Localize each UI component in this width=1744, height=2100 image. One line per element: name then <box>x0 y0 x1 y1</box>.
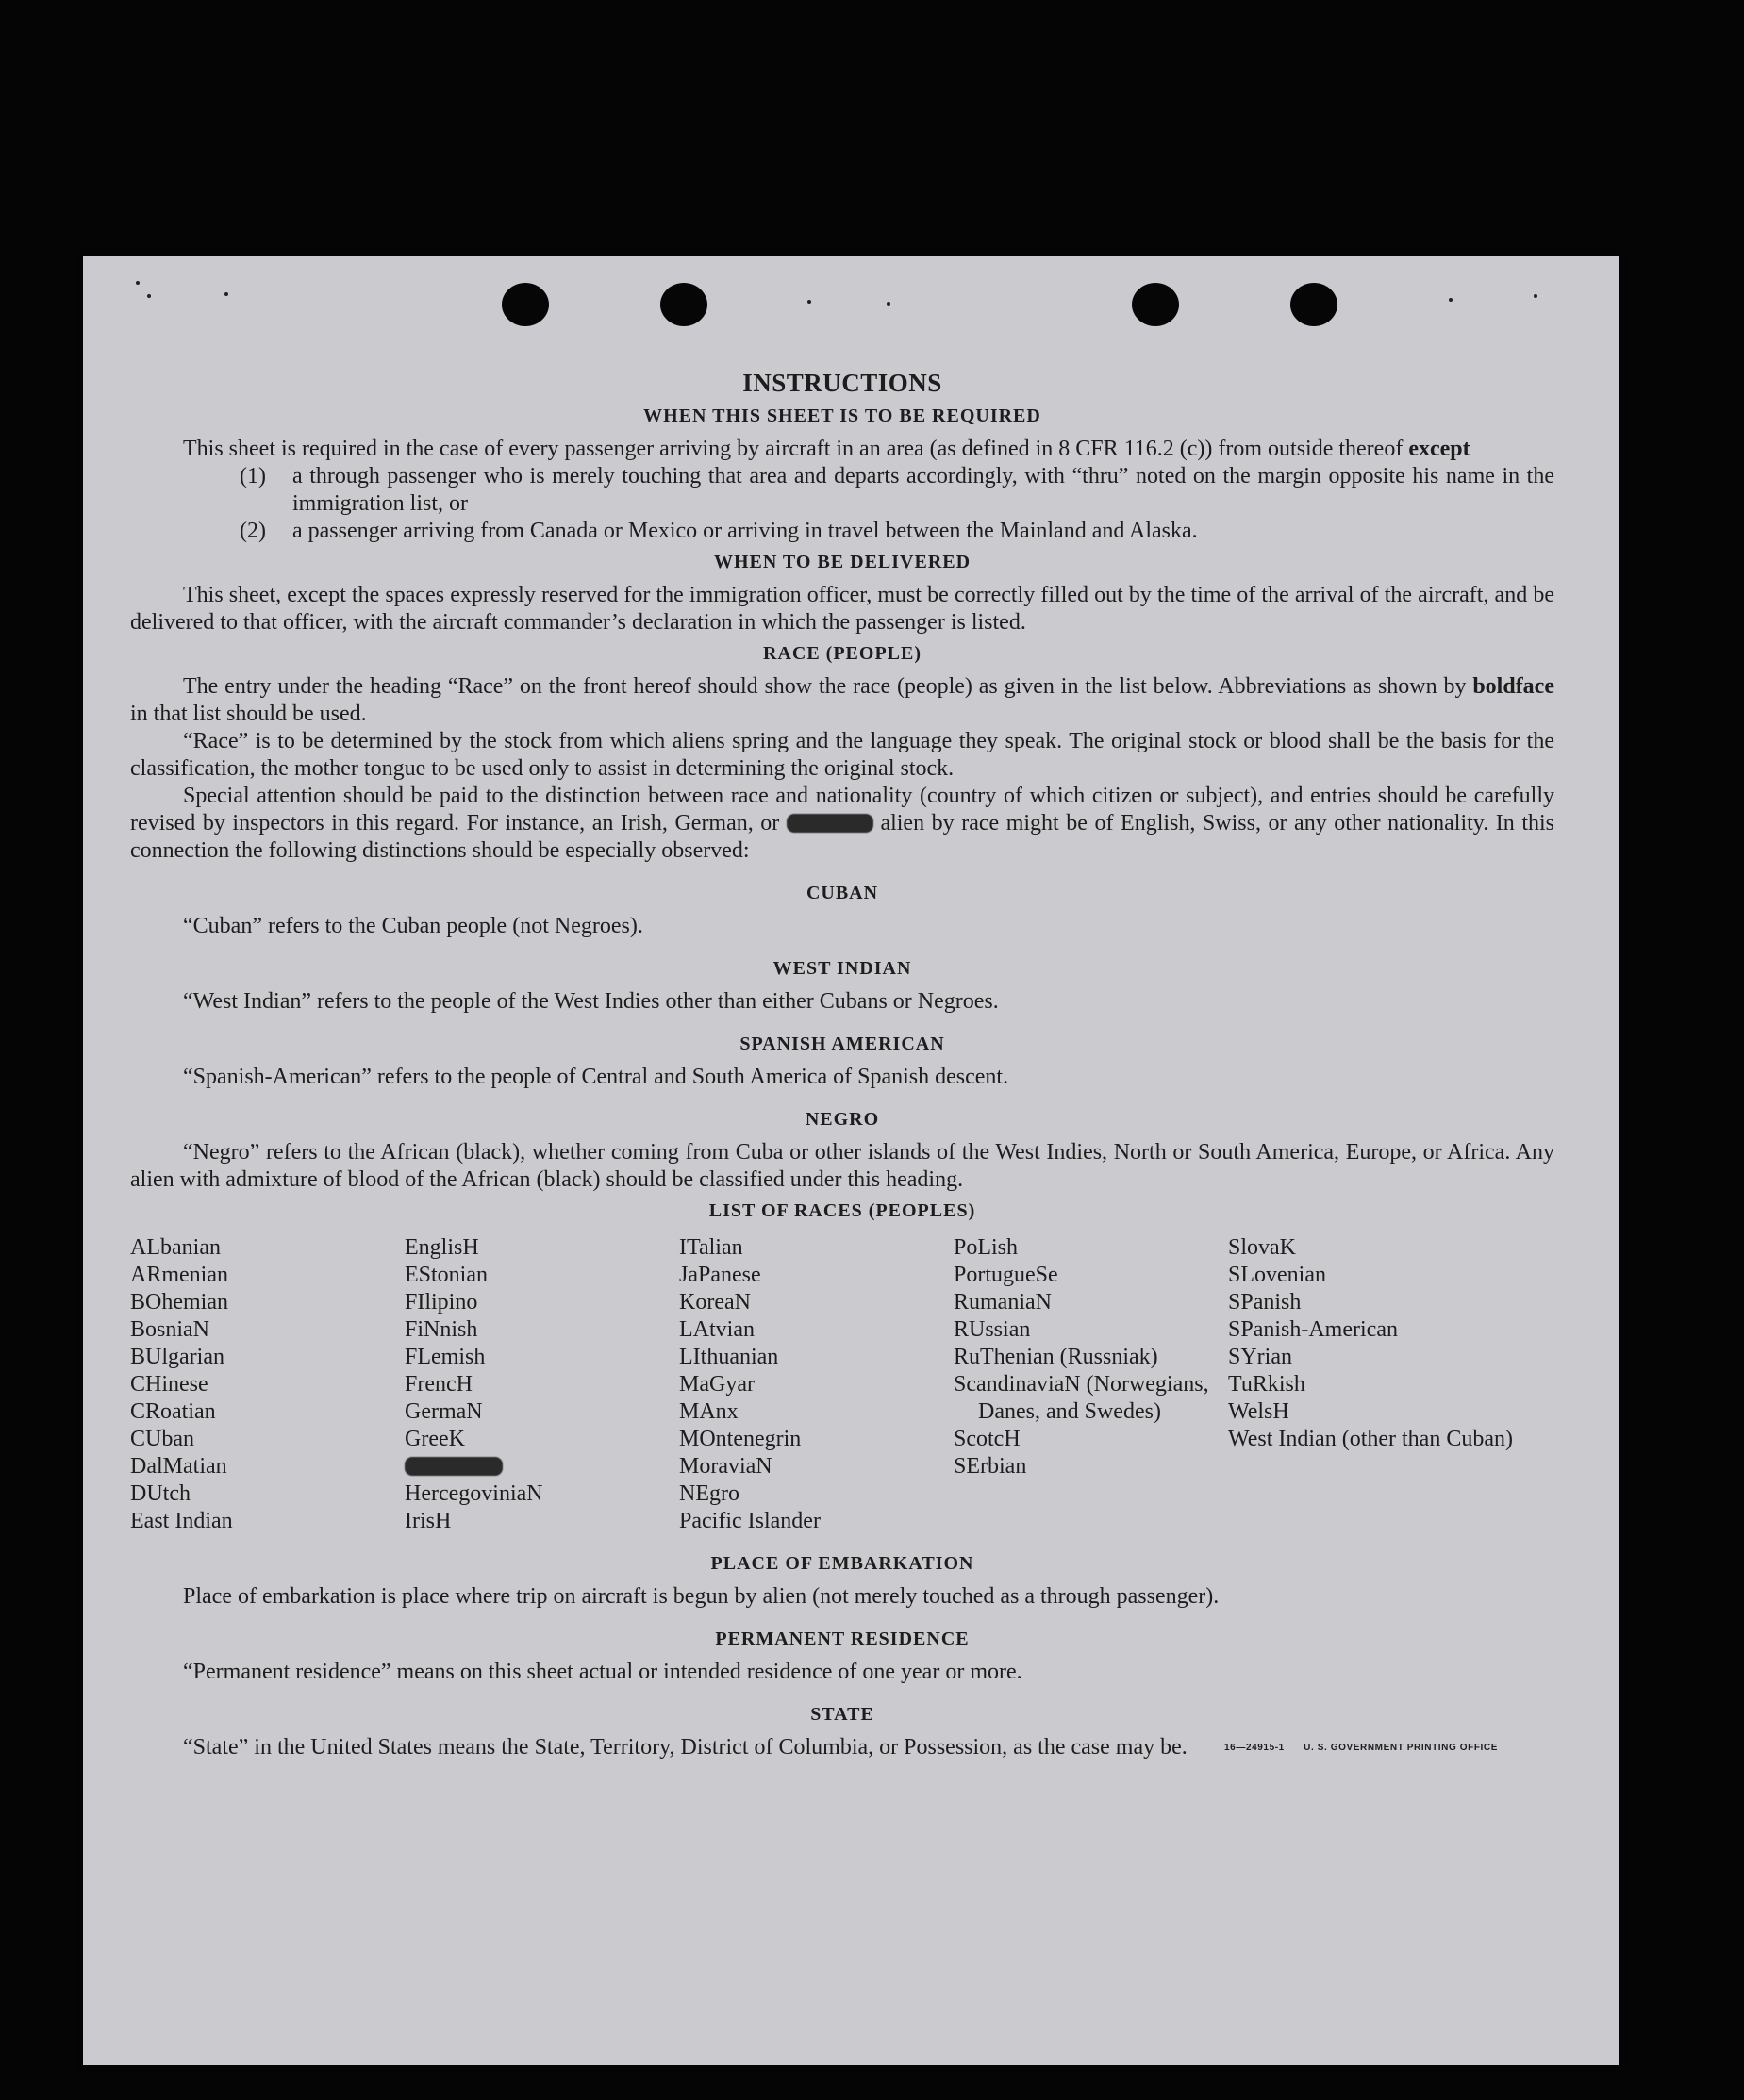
race-entry: FrencH <box>405 1372 473 1397</box>
punch-hole <box>502 283 549 326</box>
race-entry: GreeK <box>405 1427 465 1451</box>
race-entry: BOhemian <box>130 1290 228 1315</box>
paragraph: “Permanent residence” means on this sheet actual or intended residence of one year or more. <box>183 1660 1022 1684</box>
race-entry: FLemish <box>405 1345 486 1369</box>
paragraph: “Negro” refers to the African (black), whether coming from Cuba or other islands of the West Indies, North or South America, Europe, or Africa. Any alien with admixture of blood of the African (black) should be classified under this heading. <box>130 1140 1554 1192</box>
page-title: INSTRUCTIONS <box>742 369 942 397</box>
printer-imprint <box>1224 1734 1498 1761</box>
paper-speck <box>1534 294 1537 298</box>
paragraph: This sheet is required in the case of every passenger arriving by aircraft in an area (as defined in 8 CFR 116.2 (c)) from outside thereof except <box>183 437 1470 461</box>
section-heading: NEGRO <box>805 1109 880 1130</box>
race-entry: MAnx <box>679 1399 739 1424</box>
redaction-mark <box>405 1457 503 1476</box>
document-body <box>130 370 1554 1761</box>
paper-speck <box>1449 298 1453 302</box>
paper-speck <box>807 300 811 304</box>
race-entry: BosniaN <box>130 1317 209 1342</box>
race-entry: SPanish <box>1228 1290 1302 1315</box>
race-entry: LIthuanian <box>679 1345 779 1369</box>
race-entry: HercegoviniaN <box>405 1481 543 1506</box>
punch-hole <box>1132 283 1179 326</box>
instruction-sheet <box>83 256 1619 2065</box>
paragraph: This sheet, except the spaces expressly reserved for the immigration officer, must be correctly filled out by the time of the arrival of the aircraft, and be delivered to that officer, with the aircraft commander’s declaration in which the passenger is listed. <box>130 583 1554 635</box>
race-entry: TuRkish <box>1228 1372 1305 1397</box>
race-entry: CHinese <box>130 1372 208 1397</box>
race-entry: MOntenegrin <box>679 1427 802 1451</box>
race-entry: FIlipino <box>405 1290 478 1315</box>
printer-name: U. S. GOVERNMENT PRINTING OFFICE <box>1304 1743 1498 1753</box>
paragraph: “Race” is to be determined by the stock from which aliens spring and the language they speak. The original stock or blood shall be the basis for the classification, the mother tongue to be used only to assist in determining the original stock. <box>130 729 1554 781</box>
race-entry-redacted <box>405 1453 679 1480</box>
race-entry: RuThenian (Russniak) <box>954 1345 1158 1369</box>
race-entry: JaPanese <box>679 1263 761 1287</box>
paragraph: “State” in the United States means the State, Territory, District of Columbia, or Possession, as the case may be. <box>183 1735 1188 1760</box>
race-entry: DalMatian <box>130 1454 227 1479</box>
section-heading: PLACE OF EMBARKATION <box>710 1553 974 1574</box>
race-entry: RumaniaN <box>954 1290 1052 1315</box>
paragraph: “Spanish-American” refers to the people of Central and South America of Spanish descent. <box>183 1065 1009 1089</box>
section-heading: STATE <box>810 1704 874 1725</box>
race-entry: ARmenian <box>130 1263 228 1287</box>
paragraph: The entry under the heading “Race” on the front hereof should show the race (people) as given in the list below. Abbreviations as shown by boldface in that list should be used. <box>130 674 1554 726</box>
race-entry: PoLish <box>954 1235 1019 1260</box>
race-column <box>405 1234 679 1535</box>
paragraph: Place of embarkation is place where trip on aircraft is begun by alien (not merely touched as a through passenger). <box>183 1584 1220 1609</box>
race-entry: SlovaK <box>1228 1235 1296 1260</box>
punch-hole <box>660 283 707 326</box>
race-entry: MaGyar <box>679 1372 755 1397</box>
paper-speck <box>136 281 140 285</box>
section-heading: SPANISH AMERICAN <box>739 1033 945 1054</box>
race-entry: ScandinaviaN (Norwegians, Danes, and Swedes) <box>954 1372 1209 1424</box>
paper-speck <box>887 302 890 306</box>
list-item: (2) a passenger arriving from Canada or Mexico or arriving in travel between the Mainland and Alaska. <box>240 519 1198 543</box>
section-heading: CUBAN <box>806 883 879 903</box>
race-column <box>954 1234 1228 1535</box>
race-entry: SLovenian <box>1228 1263 1326 1287</box>
race-entry: ITalian <box>679 1235 743 1260</box>
race-entry: RUssian <box>954 1317 1031 1342</box>
race-column <box>679 1234 954 1535</box>
race-entry: DUtch <box>130 1481 191 1506</box>
punch-hole <box>1290 283 1337 326</box>
list-item: (1) a through passenger who is merely touching that area and departs accordingly, with “thru” noted on the margin opposite his name in the immigration list, or <box>240 464 1554 516</box>
section-heading: WHEN THIS SHEET IS TO BE REQUIRED <box>643 405 1041 426</box>
paragraph: “Cuban” refers to the Cuban people (not Negroes). <box>183 914 643 938</box>
race-entry: West Indian (other than Cuban) <box>1228 1427 1513 1451</box>
race-entry: MoraviaN <box>679 1454 772 1479</box>
race-column <box>1228 1234 1554 1535</box>
race-entry: PortugueSe <box>954 1263 1058 1287</box>
race-entry: East Indian <box>130 1509 233 1533</box>
race-column <box>130 1234 405 1535</box>
paper-speck <box>147 294 151 298</box>
race-entry: NEgro <box>679 1481 739 1506</box>
paragraph: “West Indian” refers to the people of the West Indies other than either Cubans or Negroes. <box>183 989 999 1014</box>
race-entry: KoreaN <box>679 1290 751 1315</box>
race-entry: CRoatian <box>130 1399 216 1424</box>
race-entry: EnglisH <box>405 1235 479 1260</box>
form-code: 16—24915-1 <box>1224 1743 1285 1753</box>
race-entry: GermaN <box>405 1399 483 1424</box>
race-entry: Pacific Islander <box>679 1509 821 1533</box>
race-entry: CUban <box>130 1427 194 1451</box>
race-entry: ScotcH <box>954 1427 1021 1451</box>
race-entry: FiNnish <box>405 1317 478 1342</box>
race-entry: BUlgarian <box>130 1345 224 1369</box>
race-entry: ALbanian <box>130 1235 221 1260</box>
race-entry: SPanish-American <box>1228 1317 1398 1342</box>
redaction-mark <box>787 814 873 833</box>
section-heading: LIST OF RACES (PEOPLES) <box>708 1200 976 1221</box>
section-heading: RACE (PEOPLE) <box>763 643 922 664</box>
section-heading: PERMANENT RESIDENCE <box>715 1629 970 1649</box>
paper-speck <box>224 292 228 296</box>
section-heading: WEST INDIAN <box>772 958 912 979</box>
paragraph: Special attention should be paid to the distinction between race and nationality (country of which citizen or subject), and entries should be carefully revised by inspectors in this regard. For instance, an Irish, German, or alien by race might be of English, Swiss, or any other nationality. In this connection the following distinctions should be especially observed: <box>130 784 1555 863</box>
race-entry: IrisH <box>405 1509 452 1533</box>
race-entry: SErbian <box>954 1454 1027 1479</box>
section-heading: WHEN TO BE DELIVERED <box>713 552 972 572</box>
race-entry: WelsH <box>1228 1399 1289 1424</box>
state-block <box>130 1734 1554 1761</box>
race-list <box>130 1234 1554 1535</box>
race-entry: EStonian <box>405 1263 488 1287</box>
race-entry: LAtvian <box>679 1317 755 1342</box>
race-entry: SYrian <box>1228 1345 1292 1369</box>
